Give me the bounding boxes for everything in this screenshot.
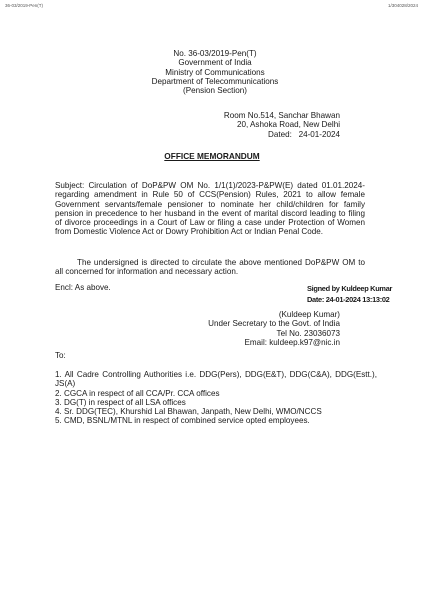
signatory-email: Email: kuldeep.k97@nic.in (244, 337, 340, 347)
recipient-list (55, 370, 377, 426)
address-road: 20, Ashoka Road, New Delhi (236, 120, 340, 130)
recipient-item: 2. CGCA in respect of all CCA/Pr. CCA offices (55, 388, 220, 398)
signatory-phone: Tel No. 23036073 (276, 328, 340, 338)
recipient-item: 3. DG(T) in respect of all LSA offices (55, 397, 186, 407)
signatory-designation: Under Secretary to the Govt. of India (208, 319, 340, 329)
ministry-line: Ministry of Communications (165, 67, 265, 77)
signed-by: Signed by Kuldeep Kumar (307, 284, 393, 293)
government-line: Government of India (178, 58, 252, 68)
department-line: Department of Telecommunications (151, 76, 279, 86)
file-number: No. 36-03/2019-Pen(T) (173, 49, 257, 58)
recipient-item: 4. Sr. DDG(TEC), Khurshid Lal Bhawan, Janpath, New Delhi, WMO/NCCS (55, 407, 322, 417)
recipient-item: 1. All Cadre Controlling Authorities i.e. DDG(Pers), DDG(E&T), DDG(C&A), DDG(Estt.), JS(A) (55, 370, 377, 389)
letterhead (140, 49, 290, 95)
enclosure-note: Encl: As above. (55, 283, 111, 292)
header-date: 1/304028/2024 (387, 3, 418, 8)
header-file-number: 36-03/2019-Pen(T) (5, 3, 44, 8)
address-room: Room No.514, Sanchar Bhawan (223, 111, 340, 120)
to-label: To: (55, 351, 66, 360)
office-address (224, 111, 340, 139)
signatory-block (208, 310, 340, 347)
body-paragraph: The undersigned is directed to circulate the above mentioned DoP&PW OM to all concerned for information and necessary action. (55, 258, 365, 277)
signature-date: Date: 24-01-2024 13:13:02 (307, 295, 390, 304)
section-line: (Pension Section) (183, 86, 247, 96)
address-date: Dated: 24-01-2024 (268, 129, 340, 139)
memo-title: OFFICE MEMORANDUM (164, 151, 260, 161)
signatory-name: (Kuldeep Kumar) (278, 310, 340, 319)
digital-signature (307, 283, 392, 305)
subject-paragraph: Subject: Circulation of DoP&PW OM No. 1/1(1)/2023-P&PW(E) dated 01.01.2024- regarding amendment in Rule 50 of CCS(Pension) Rules, 2021 to allow female Government servants/female pensioner to nominate her child/children for family pension in precedence to her husband in the event of marital discord leading to filing of divorce proceedings in a Court of Law or filing a case under Protection of Women from Domestic Violence Act or Dowry Prohibition Act or Indian Penal Code. (55, 181, 365, 237)
recipient-item: 5. CMD, BSNL/MTNL in respect of combined service opted employees. (55, 416, 310, 426)
